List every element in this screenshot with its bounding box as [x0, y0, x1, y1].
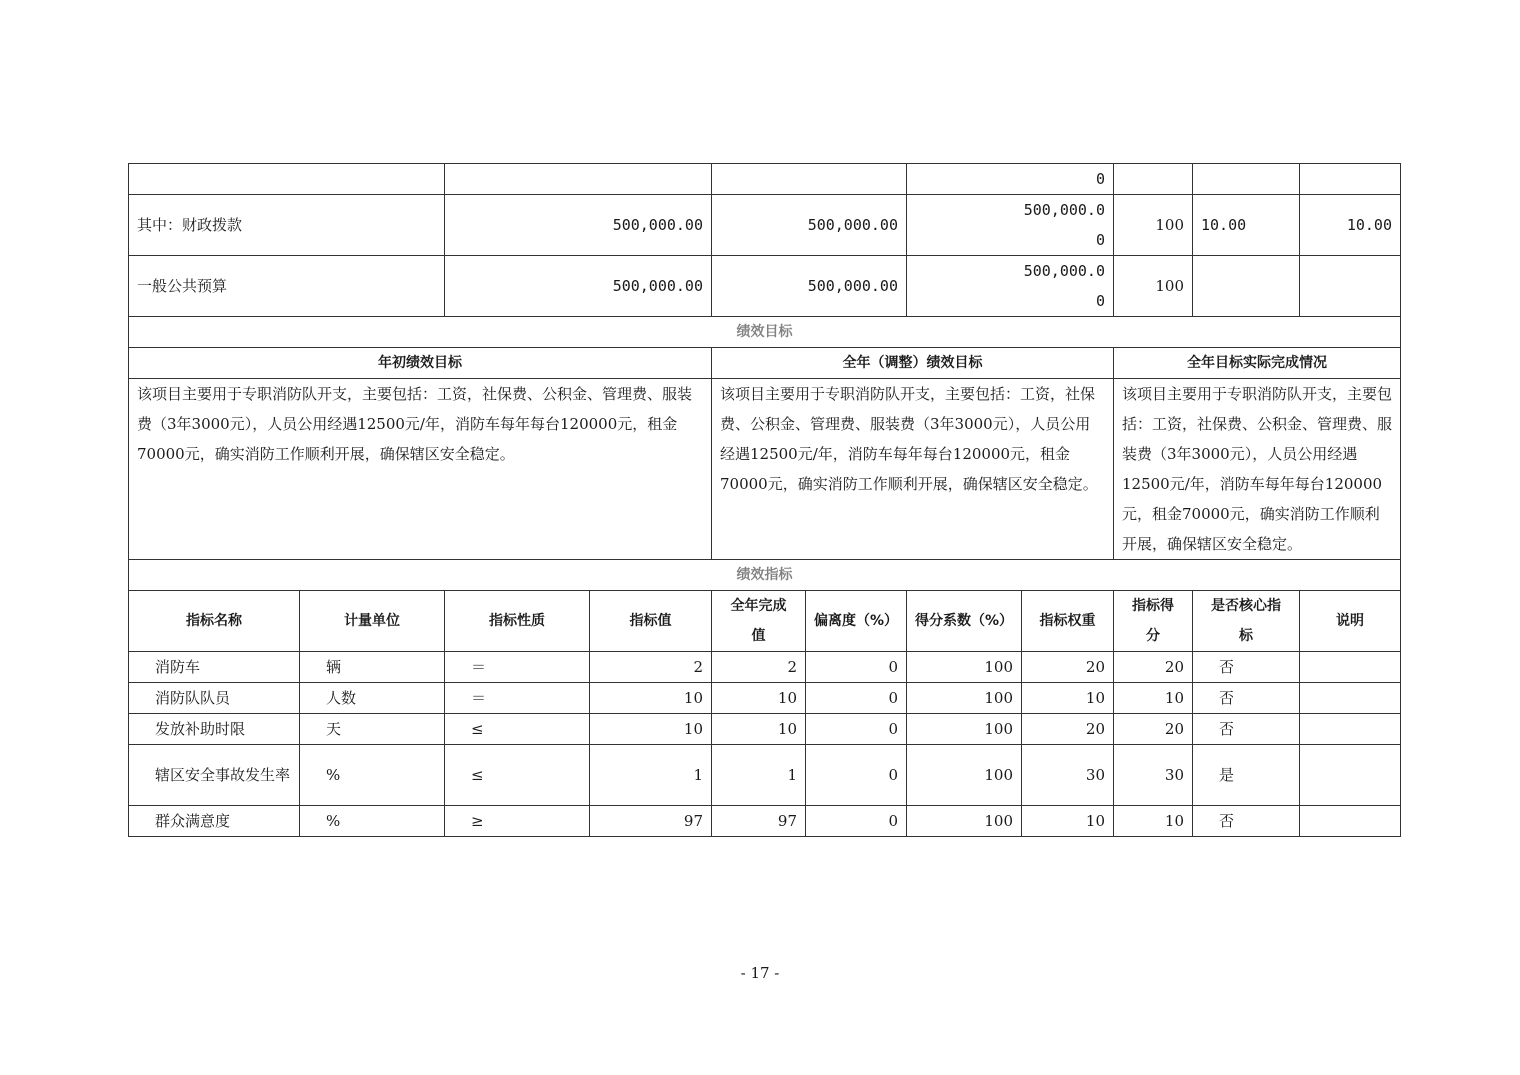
- goals-col-adjusted: 全年（调整）绩效目标: [712, 348, 1114, 379]
- header-deviation: 偏离度（%）: [806, 591, 907, 652]
- indicator-note: [1300, 652, 1401, 683]
- indicator-score: 10: [1114, 806, 1193, 837]
- header-note: 说明: [1300, 591, 1401, 652]
- indicator-note: [1300, 806, 1401, 837]
- budget-weight: [1193, 164, 1300, 195]
- indicator-coefficient: 100: [907, 745, 1022, 806]
- indicator-score: 10: [1114, 683, 1193, 714]
- header-score: 指标得 分: [1114, 591, 1193, 652]
- budget-amount-3: 500,000.0 0: [907, 195, 1114, 256]
- indicator-value: 10: [590, 714, 712, 745]
- budget-row: [129, 256, 1401, 317]
- indicator-row: [129, 683, 1401, 714]
- indicator-unit: 辆: [300, 652, 445, 683]
- budget-rate: 100: [1114, 195, 1193, 256]
- indicator-actual: 10: [712, 714, 806, 745]
- indicator-actual: 10: [712, 683, 806, 714]
- goals-col-initial: 年初绩效目标: [129, 348, 712, 379]
- header-coefficient: 得分系数（%）: [907, 591, 1022, 652]
- performance-table: [128, 163, 1401, 837]
- indicator-name: 辖区安全事故发生率: [129, 745, 300, 806]
- budget-label: [129, 164, 445, 195]
- budget-amount-1: 500,000.00: [445, 256, 712, 317]
- header-unit: 计量单位: [300, 591, 445, 652]
- indicator-unit: %: [300, 806, 445, 837]
- indicator-name: 群众满意度: [129, 806, 300, 837]
- indicator-note: [1300, 683, 1401, 714]
- header-nature: 指标性质: [445, 591, 590, 652]
- indicator-name: 消防队队员: [129, 683, 300, 714]
- budget-score: [1300, 164, 1401, 195]
- budget-score: [1300, 256, 1401, 317]
- indicator-coefficient: 100: [907, 714, 1022, 745]
- budget-label: 一般公共预算: [129, 256, 445, 317]
- budget-rate: [1114, 164, 1193, 195]
- indicator-row: [129, 652, 1401, 683]
- budget-amount-1: 500,000.00: [445, 195, 712, 256]
- indicator-coefficient: 100: [907, 806, 1022, 837]
- indicator-deviation: 0: [806, 683, 907, 714]
- indicator-unit: 天: [300, 714, 445, 745]
- indicator-core: 否: [1193, 714, 1300, 745]
- indicator-score: 20: [1114, 652, 1193, 683]
- indicator-value: 10: [590, 683, 712, 714]
- indicator-row: [129, 806, 1401, 837]
- indicator-deviation: 0: [806, 745, 907, 806]
- header-core: 是否核心指 标: [1193, 591, 1300, 652]
- indicator-nature: ≤: [445, 745, 590, 806]
- indicator-value: 2: [590, 652, 712, 683]
- indicator-value: 97: [590, 806, 712, 837]
- budget-row: [129, 195, 1401, 256]
- goals-text-adjusted: 该项目主要用于专职消防队开支，主要包括：工资，社保费、公积金、管理费、服装费（3年3000元），人员公用经遇12500元/年，消防车每年每台120000元，租金70000元，确实消防工作顺利开展，确保辖区安全稳定。: [712, 379, 1114, 560]
- indicator-weight: 10: [1022, 683, 1114, 714]
- goals-text-initial: 该项目主要用于专职消防队开支，主要包括：工资，社保费、公积金、管理费、服装费（3年3000元），人员公用经遇12500元/年，消防车每年每台120000元，租金70000元，确实消防工作顺利开展，确保辖区安全稳定。: [129, 379, 712, 560]
- indicator-core: 否: [1193, 683, 1300, 714]
- header-value: 指标值: [590, 591, 712, 652]
- indicator-name: 发放补助时限: [129, 714, 300, 745]
- indicator-deviation: 0: [806, 652, 907, 683]
- budget-weight: 10.00: [1193, 195, 1300, 256]
- indicator-note: [1300, 745, 1401, 806]
- indicator-row: [129, 745, 1401, 806]
- page-number: - 17 -: [740, 964, 780, 982]
- budget-label: 其中：财政拨款: [129, 195, 445, 256]
- indicator-nature: ＝: [445, 683, 590, 714]
- indicator-core: 否: [1193, 652, 1300, 683]
- indicator-nature: ≥: [445, 806, 590, 837]
- indicator-deviation: 0: [806, 714, 907, 745]
- indicators-section-title: 绩效指标: [129, 560, 1401, 591]
- goals-text-actual: 该项目主要用于专职消防队开支，主要包括：工资，社保费、公积金、管理费、服装费（3年3000元），人员公用经遇12500元/年，消防车每年每台120000元，租金70000元，确实消防工作顺利开展，确保辖区安全稳定。: [1114, 379, 1401, 560]
- indicator-deviation: 0: [806, 806, 907, 837]
- budget-row: [129, 164, 1401, 195]
- header-weight: 指标权重: [1022, 591, 1114, 652]
- indicator-note: [1300, 714, 1401, 745]
- budget-amount-2: [712, 164, 907, 195]
- indicator-value: 1: [590, 745, 712, 806]
- budget-score: 10.00: [1300, 195, 1401, 256]
- goals-section-title: 绩效目标: [129, 317, 1401, 348]
- indicator-coefficient: 100: [907, 683, 1022, 714]
- budget-amount-2: 500,000.00: [712, 195, 907, 256]
- indicator-actual: 2: [712, 652, 806, 683]
- header-actual: 全年完成 值: [712, 591, 806, 652]
- budget-amount-3: 500,000.0 0: [907, 256, 1114, 317]
- indicator-nature: ＝: [445, 652, 590, 683]
- indicator-name: 消防车: [129, 652, 300, 683]
- indicator-unit: 人数: [300, 683, 445, 714]
- indicators-header-row: [129, 591, 1401, 652]
- budget-rate: 100: [1114, 256, 1193, 317]
- indicator-nature: ≤: [445, 714, 590, 745]
- indicator-score: 30: [1114, 745, 1193, 806]
- indicator-weight: 30: [1022, 745, 1114, 806]
- indicator-weight: 20: [1022, 652, 1114, 683]
- indicator-actual: 97: [712, 806, 806, 837]
- budget-amount-1: [445, 164, 712, 195]
- indicator-core: 是: [1193, 745, 1300, 806]
- header-name: 指标名称: [129, 591, 300, 652]
- indicator-actual: 1: [712, 745, 806, 806]
- indicator-core: 否: [1193, 806, 1300, 837]
- indicator-unit: %: [300, 745, 445, 806]
- indicator-coefficient: 100: [907, 652, 1022, 683]
- budget-weight: [1193, 256, 1300, 317]
- indicator-weight: 10: [1022, 806, 1114, 837]
- indicator-row: [129, 714, 1401, 745]
- budget-amount-3: 0: [907, 164, 1114, 195]
- indicator-weight: 20: [1022, 714, 1114, 745]
- budget-amount-2: 500,000.00: [712, 256, 907, 317]
- indicator-score: 20: [1114, 714, 1193, 745]
- goals-col-actual: 全年目标实际完成情况: [1114, 348, 1401, 379]
